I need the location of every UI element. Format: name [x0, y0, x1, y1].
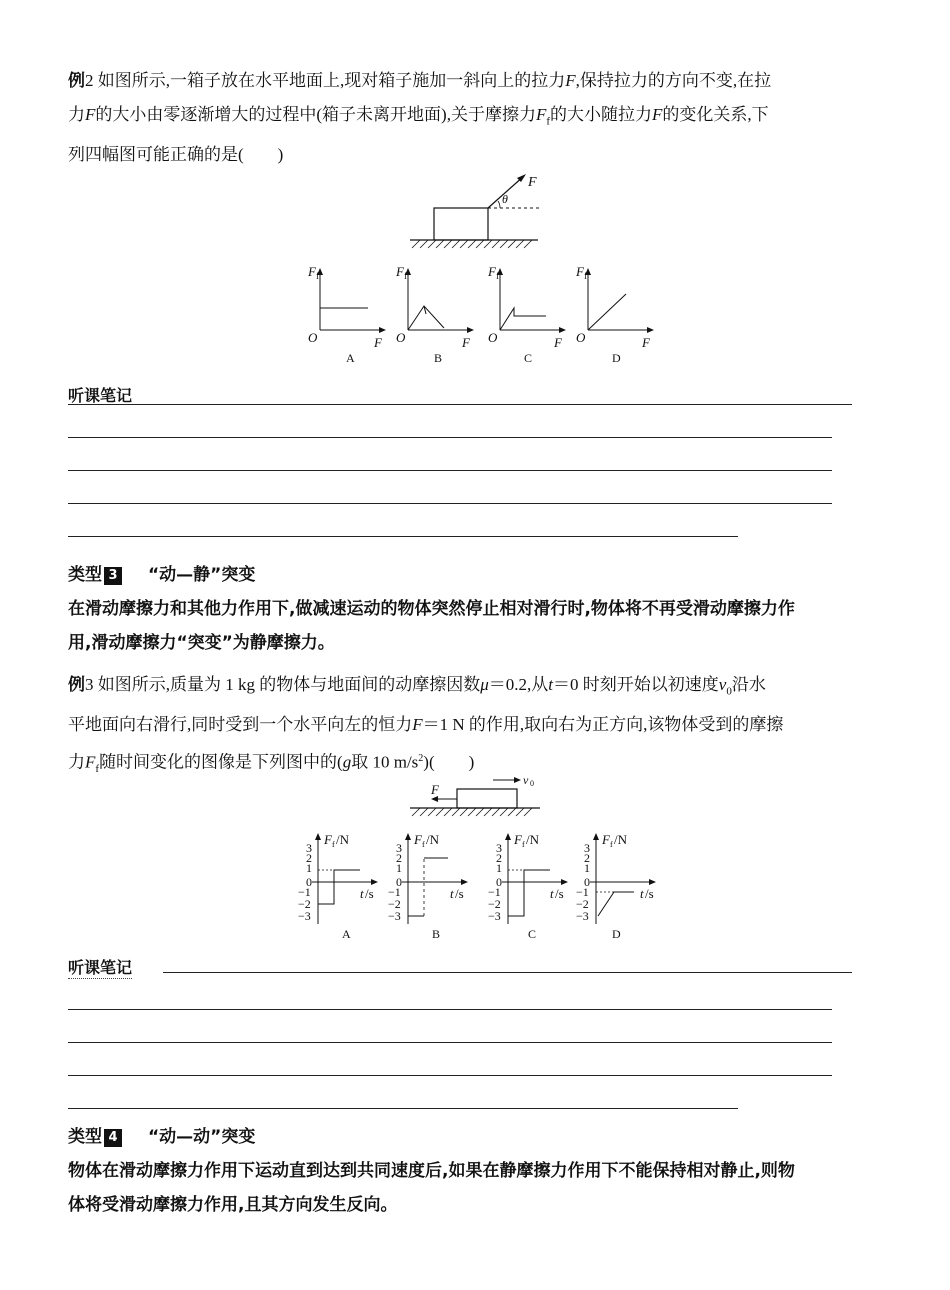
svg-text:A: A — [346, 351, 355, 365]
graph-a — [307, 264, 386, 365]
notes-line — [68, 404, 852, 405]
notes-line — [163, 972, 852, 973]
svg-text:F: F — [396, 264, 404, 279]
svg-text:−3: −3 — [488, 909, 501, 923]
svg-text:/s: /s — [365, 886, 374, 901]
svg-text:D: D — [612, 927, 621, 941]
notes-line — [68, 437, 832, 438]
svg-text:B: B — [432, 927, 441, 941]
svg-text:f: f — [404, 271, 407, 281]
svg-text:F: F — [576, 264, 584, 279]
svg-text:F: F — [308, 264, 316, 279]
svg-text:F: F — [554, 335, 562, 350]
svg-text:F: F — [324, 832, 332, 847]
svg-text:F: F — [462, 335, 470, 350]
notes-label: 听课笔记 — [68, 955, 132, 979]
force-label: F — [528, 175, 537, 190]
svg-text:f: f — [496, 271, 499, 281]
svg-text:C: C — [524, 351, 533, 365]
svg-text:0: 0 — [496, 875, 502, 889]
svg-text:t: t — [550, 886, 554, 901]
example3-text: 例3 如图所示,质量为 1 kg 的物体与地面间的动摩擦因数μ＝0.2,从t＝0 时刻开始以初速度$v_0$沿水 平地面向右滑行,同时受到一个水平向左的恒力F＝1 N 的作用,取向右为正方向,该物体受到的摩擦 力$F_f$随时间变化的图像是下列图中的(g取 10 $m/s^2$)( ) — [68, 675, 784, 776]
svg-text:/N: /N — [614, 832, 627, 847]
svg-text:−3: −3 — [388, 909, 401, 923]
svg-text:0: 0 — [306, 875, 312, 889]
svg-text:F: F — [642, 335, 650, 350]
svg-text:3: 3 — [396, 841, 402, 855]
svg-text:0: 0 — [584, 875, 590, 889]
svg-text:2: 2 — [584, 851, 590, 865]
svg-text:/N: /N — [426, 832, 439, 847]
svg-text:/N: /N — [336, 832, 349, 847]
svg-text:f: f — [584, 271, 587, 281]
svg-text:−1: −1 — [576, 885, 589, 899]
svg-text:f: f — [332, 840, 335, 849]
type3-heading: 类型 3 “动—静”突变 — [68, 565, 256, 585]
svg-text:2: 2 — [496, 851, 502, 865]
svg-text:C: C — [528, 927, 537, 941]
example3-graphs — [290, 828, 670, 944]
svg-text:O: O — [396, 330, 406, 345]
svg-text:t: t — [360, 886, 364, 901]
svg-text:2: 2 — [306, 851, 312, 865]
type4-heading: 类型 4 “动—动”突变 — [68, 1127, 256, 1147]
svg-text:−1: −1 — [388, 885, 401, 899]
svg-text:A: A — [342, 927, 351, 941]
notes-label: 听课笔记 — [68, 386, 133, 405]
svg-text:3: 3 — [306, 841, 312, 855]
svg-text:−3: −3 — [576, 909, 589, 923]
svg-text:−1: −1 — [488, 885, 501, 899]
svg-text:O: O — [576, 330, 586, 345]
svg-text:/s: /s — [555, 886, 564, 901]
graph-b — [395, 264, 474, 365]
svg-text:t: t — [640, 886, 644, 901]
svg-text:f: f — [522, 840, 525, 849]
svg-text:/N: /N — [526, 832, 539, 847]
box-pull-figure — [400, 168, 550, 258]
type4-description: 物体在滑动摩擦力作用下运动直到达到共同速度后,如果在静摩擦力作用下不能保持相对静止,则物 体将受滑动摩擦力作用,且其方向发生反向。 — [68, 1161, 795, 1215]
svg-text:−2: −2 — [576, 897, 589, 911]
sliding-box-figure — [405, 772, 555, 822]
graph-d — [575, 264, 654, 365]
svg-text:t: t — [450, 886, 454, 901]
svg-text:O: O — [308, 330, 318, 345]
svg-text:F: F — [602, 832, 610, 847]
notes-line — [68, 1108, 738, 1109]
svg-text:F: F — [374, 335, 382, 350]
svg-text:0: 0 — [530, 779, 534, 788]
svg-text:3: 3 — [496, 841, 502, 855]
example2-graphs — [300, 262, 660, 366]
force-label: F — [431, 782, 439, 797]
svg-text:f: f — [610, 840, 613, 849]
svg-text:F: F — [414, 832, 422, 847]
svg-text:F: F — [488, 264, 496, 279]
angle-label: θ — [502, 192, 508, 206]
svg-text:D: D — [612, 351, 621, 365]
graph-c — [487, 264, 566, 365]
svg-text:/s: /s — [645, 886, 654, 901]
svg-text:−1: −1 — [298, 885, 311, 899]
type3-description: 在滑动摩擦力和其他力作用下,做减速运动的物体突然停止相对滑行时,物体将不再受滑动摩擦力作 用,滑动摩擦力“突变”为静摩擦力。 — [68, 599, 795, 653]
graph-a — [298, 832, 378, 941]
svg-text:−2: −2 — [298, 897, 311, 911]
graph-b — [388, 832, 468, 941]
velocity-label: v — [523, 773, 529, 787]
svg-text:/s: /s — [455, 886, 464, 901]
notes-line — [68, 1009, 832, 1010]
svg-text:−3: −3 — [298, 909, 311, 923]
notes-line — [68, 470, 832, 471]
notes-line — [68, 1075, 832, 1076]
svg-text:O: O — [488, 330, 498, 345]
graph-c — [488, 832, 568, 941]
svg-text:3: 3 — [584, 841, 590, 855]
notes-line — [68, 1042, 832, 1043]
svg-text:F: F — [514, 832, 522, 847]
example2-text: 例2 如图所示,一箱子放在水平地面上,现对箱子施加一斜向上的拉力F,保持拉力的方向不变,在拉 力F的大小由零逐渐增大的过程中(箱子未离开地面),关于摩擦力$F_f$的大小随拉力F的变化关系,下 列四幅图可能正确的是( ) — [68, 71, 772, 165]
svg-text:−2: −2 — [488, 897, 501, 911]
notes-line — [68, 503, 832, 504]
svg-text:B: B — [434, 351, 443, 365]
svg-text:2: 2 — [396, 851, 402, 865]
graph-d — [576, 832, 656, 941]
svg-text:0: 0 — [396, 875, 402, 889]
svg-text:1: 1 — [396, 861, 402, 875]
svg-text:f: f — [316, 271, 319, 281]
svg-text:1: 1 — [584, 861, 590, 875]
svg-text:f: f — [422, 840, 425, 849]
svg-text:1: 1 — [306, 861, 312, 875]
notes-line — [68, 536, 738, 537]
svg-text:1: 1 — [496, 861, 502, 875]
svg-text:−2: −2 — [388, 897, 401, 911]
